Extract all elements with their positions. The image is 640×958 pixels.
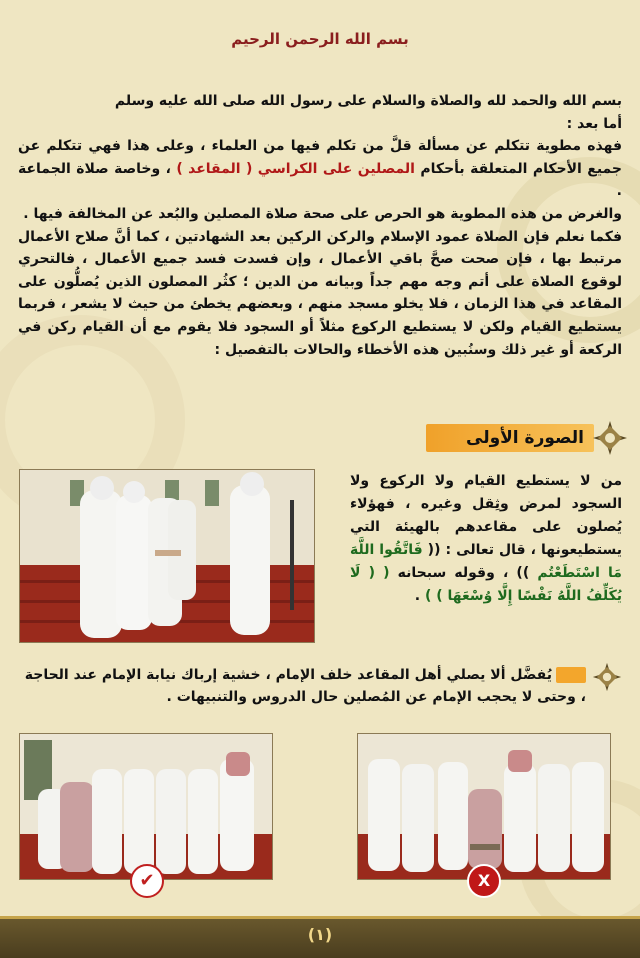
intro-paragraph2: والغرض من هذه المطوية هو الحرص على صحة صلاة المصلين والبُعد عن المخالفة فيها . — [23, 205, 622, 222]
intro-line2: أما بعد : — [566, 115, 622, 132]
intro-paragraph3: فكما نعلم فإن الصلاة عمود الإسلام والركن الركين بعد الشهادتين ، كما أنَّ صلاح الأعمال مرتبط بها ، فإن صحت صحَّ باقي الأعمال ، وإن فسدت فسد جميع الأعمال ، فالتحري لوقوع الصلاة على أتم وجه مهم جداً وبيانه من الدين ؛ كثُر المصلون الذين يُصلُّون على المقاعد في هذا الزمان ، فلا يخلو مسجد منهم ، وبعضهم يخطئ من حيث لا يشعر ، فربما يستطيع القيام ولكن لا يستطيع الركوع مثلاً أو السجود فلا يقوم مع أن القيام ركن في الركعة أو غير ذلك وسنُبين هذه الأخطاء والحالات بالتفصيل : — [18, 228, 622, 358]
intro-text — [18, 90, 622, 361]
photo-prayer-chairs — [19, 469, 315, 643]
verse-1: فَاتَّقُوا اللَّهَ مَا اسْتَطَعْتُم — [350, 542, 622, 581]
photo-correct-arrangement — [19, 733, 273, 880]
case1-text: من لا يستطيع القيام ولا الركوع ولا السجود لمرض وثِقل وغيره ، فهؤلاء يُصلون على مقاعدهم بالهيئة التي يستطيعونها ، قال تعالى : (( فَاتَّقُوا اللَّهَ مَا اسْتَطَعْتُم )) ، وقوله سبحانه ( ( لَا يُكَلِّفُ اللَّهُ نَفْسًا إِلَّا وُسْعَهَا ) ) . — [350, 473, 623, 604]
note-text: يُفضَّل ألا يصلي أهل المقاعد خلف الإمام ، خشية إرباك نيابة الإمام عند الحاجة ، وحتى لا يحجب الإمام عن المُصلين حال الدروس والتنبيهات . — [24, 667, 586, 705]
footer-border — [0, 916, 640, 919]
note-marker — [556, 667, 586, 683]
photo-wrong-arrangement — [357, 733, 611, 880]
page-number: (١) — [307, 925, 333, 944]
correct-mark-icon: ✔ — [130, 864, 164, 898]
wrong-mark-icon: X — [467, 864, 501, 898]
intro-paragraph1: فهذه مطوية تتكلم عن مسألة قلَّ من تكلم فيها من العلماء ، وعلى هذا فهي تتكلم عن جميع الأحكام المتعلقة بأحكام المصلين على الكراسي ( المقاعد ) ، وخاصة صلاة الجماعة . — [18, 138, 623, 200]
basmala-heading: بسم الله الرحمن الرحيم — [231, 30, 409, 48]
star-ornament-icon — [592, 420, 628, 456]
section-heading: الصورة الأولى — [466, 428, 584, 448]
highlight-chairs: المصلين على الكراسي ( المقاعد ) — [176, 160, 415, 177]
verse-2: ( ( لَا يُكَلِّفُ اللَّهُ نَفْسًا إِلَّا وُسْعَهَا ) ) — [350, 565, 622, 604]
intro-line1: بسم الله والحمد لله والصلاة والسلام على رسول الله صلى الله عليه وسلم — [114, 93, 622, 109]
